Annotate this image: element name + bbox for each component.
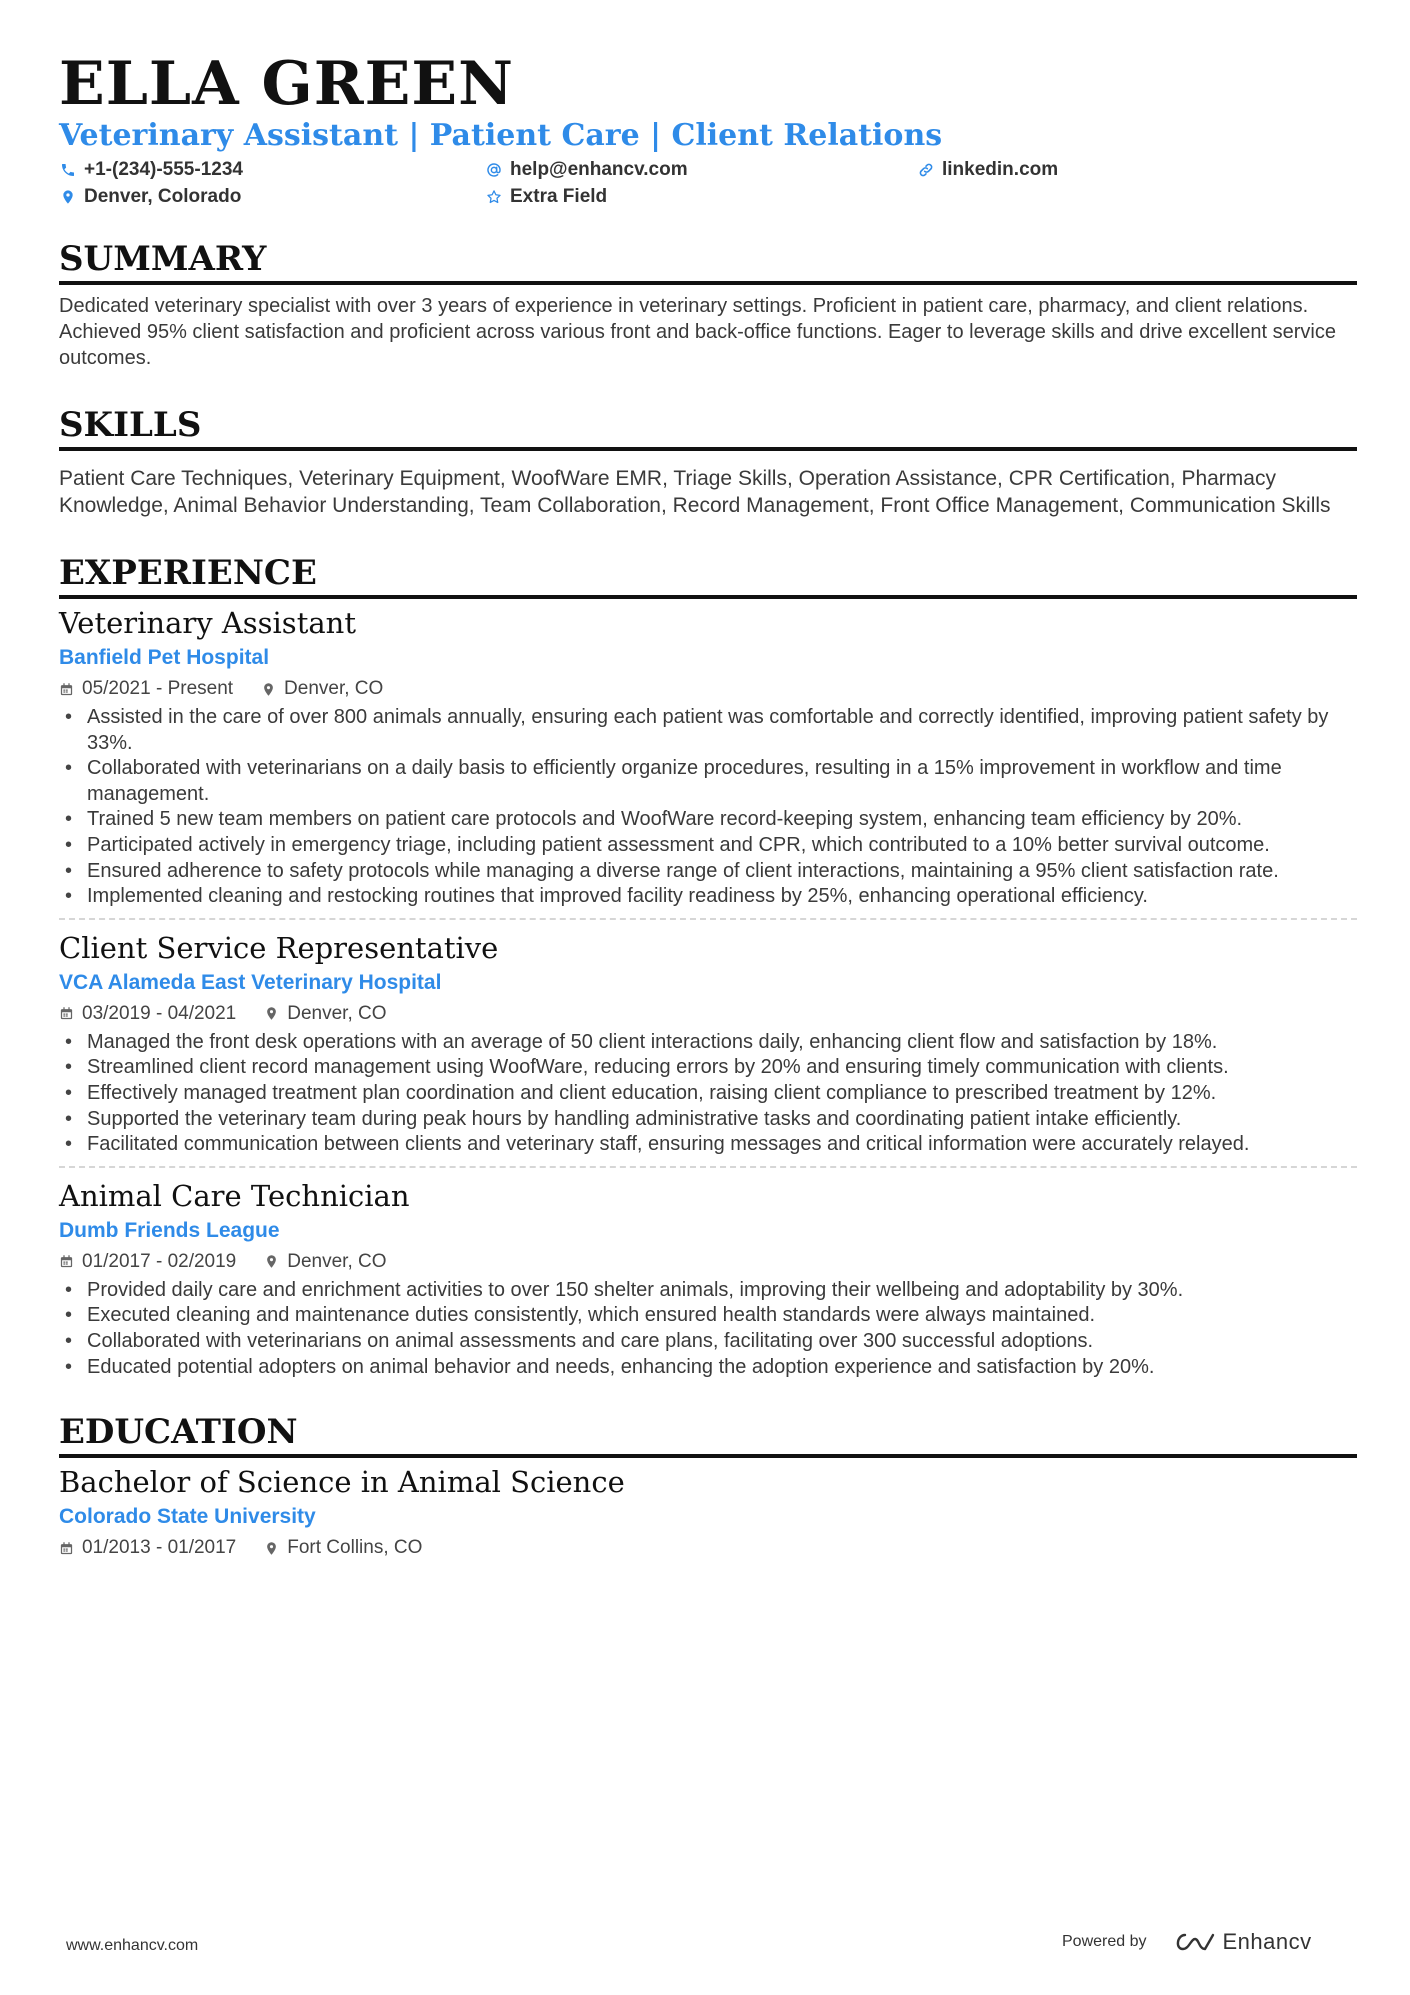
job-company[interactable]: VCA Alameda East Veterinary Hospital bbox=[59, 970, 442, 994]
contact-linkedin[interactable] bbox=[917, 157, 1058, 183]
skills-text: Patient Care Techniques, Veterinary Equipment, WoofWare EMR, Triage Skills, Operation Assistance, CPR Certification, Pharmacy Knowledge, Animal Behavior Understanding, Team Collaboration, Record Management, Front Office Management, Communication Skills bbox=[59, 467, 1331, 517]
contact-location bbox=[59, 184, 241, 210]
linkedin-text: linkedin.com bbox=[942, 159, 1059, 180]
job-location bbox=[264, 1000, 386, 1028]
list-item: • Participated actively in emergency triage, including patient assessment and CPR, which contributed to a 10% better survival outcome. bbox=[59, 833, 1357, 859]
experience-entry bbox=[59, 918, 1357, 1166]
job-dates bbox=[59, 675, 233, 703]
job-dates bbox=[59, 1248, 236, 1276]
calendar-icon bbox=[59, 1254, 74, 1269]
summary-text: Dedicated veterinary specialist with over 3 years of experience in veterinary settings. Proficient in patient care, pharmacy, and client relations. Achieved 95% client satisfaction and proficient across various front and back-office functions. Eager to leverage skills and drive excellent service outcomes. bbox=[59, 295, 1336, 369]
list-item: • Executed cleaning and maintenance duties consistently, which ensured health standards were always maintained. bbox=[59, 1303, 1357, 1329]
list-item: • Collaborated with veterinarians on a daily basis to efficiently organize procedures, resulting in a 15% improvement in workflow and time management. bbox=[59, 756, 1357, 807]
education-location bbox=[264, 1534, 422, 1562]
star-icon bbox=[485, 188, 503, 206]
location-text: Denver, Colorado bbox=[84, 186, 242, 207]
job-company[interactable]: Banfield Pet Hospital bbox=[59, 646, 270, 669]
list-item: • Ensured adherence to safety protocols while managing a diverse range of client interactions, maintaining a 95% client satisfaction rate. bbox=[59, 859, 1357, 885]
calendar-icon bbox=[59, 1006, 74, 1021]
experience-entry bbox=[59, 605, 1357, 918]
location-pin-icon bbox=[264, 1254, 279, 1269]
location-pin-icon bbox=[59, 188, 77, 206]
extra-text: Extra Field bbox=[510, 186, 608, 207]
candidate-title: Veterinary Assistant | Patient Care | Client Relations bbox=[59, 118, 943, 153]
experience-entry bbox=[59, 1166, 1357, 1388]
education-section bbox=[59, 1412, 1357, 1562]
degree-title: Bachelor of Science in Animal Science bbox=[59, 1465, 625, 1500]
phone-text: +1-(234)-555-1234 bbox=[84, 159, 243, 180]
candidate-name: ELLA GREEN bbox=[59, 49, 514, 119]
school-name[interactable]: Colorado State University bbox=[59, 1505, 316, 1529]
enhancv-logo[interactable] bbox=[1173, 1929, 1312, 1955]
list-item: • Trained 5 new team members on patient care protocols and WoofWare record-keeping system, enhancing team efficiency by 20%. bbox=[59, 807, 1357, 833]
job-dates-text: 05/2021 - Present bbox=[82, 678, 234, 699]
job-dates-text: 01/2017 - 02/2019 bbox=[82, 1250, 237, 1272]
job-location bbox=[264, 1248, 386, 1276]
footer-branding bbox=[1062, 1929, 1312, 1955]
job-bullets bbox=[59, 1030, 1357, 1158]
list-item: • Implemented cleaning and restocking routines that improved facility readiness by 25%, enhancing operational efficiency. bbox=[59, 884, 1357, 910]
education-location-text: Fort Collins, CO bbox=[287, 1537, 423, 1559]
location-pin-icon bbox=[261, 682, 276, 697]
education-meta bbox=[59, 1534, 1357, 1562]
contact-info bbox=[59, 157, 1357, 217]
job-location-text: Denver, CO bbox=[287, 1250, 387, 1272]
job-meta bbox=[59, 675, 1357, 703]
job-bullets bbox=[59, 1278, 1357, 1380]
email-text: help@enhancv.com bbox=[510, 159, 688, 180]
footer-website[interactable]: www.enhancv.com bbox=[66, 1937, 199, 1954]
list-item: • Collaborated with veterinarians on animal assessments and care plans, facilitating over 300 successful adoptions. bbox=[59, 1329, 1357, 1355]
education-dates-text: 01/2013 - 01/2017 bbox=[82, 1537, 237, 1559]
brand-text: Enhancv bbox=[1222, 1929, 1312, 1954]
phone-icon bbox=[59, 161, 77, 179]
list-item: • Supported the veterinary team during peak hours by handling administrative tasks and coordinating patient intake efficiently. bbox=[59, 1107, 1357, 1133]
location-pin-icon bbox=[264, 1541, 279, 1556]
calendar-icon bbox=[59, 1541, 74, 1556]
summary-heading: SUMMARY bbox=[59, 239, 1357, 285]
education-dates bbox=[59, 1534, 236, 1562]
resume-page bbox=[59, 48, 1357, 1562]
contact-phone[interactable] bbox=[59, 157, 243, 183]
contact-extra bbox=[485, 184, 607, 210]
job-role: Veterinary Assistant bbox=[59, 606, 356, 640]
job-company[interactable]: Dumb Friends League bbox=[59, 1218, 280, 1242]
location-pin-icon bbox=[264, 1006, 279, 1021]
list-item: • Managed the front desk operations with an average of 50 client interactions daily, enhancing client flow and satisfaction by 18%. bbox=[59, 1030, 1357, 1056]
job-meta bbox=[59, 1248, 1357, 1276]
job-location-text: Denver, CO bbox=[284, 678, 384, 699]
job-location bbox=[261, 675, 383, 703]
job-role: Client Service Representative bbox=[59, 930, 499, 965]
skills-heading: SKILLS bbox=[59, 405, 1357, 451]
job-dates bbox=[59, 1000, 236, 1028]
experience-section bbox=[59, 553, 1357, 1388]
summary-section bbox=[59, 239, 1357, 371]
job-dates-text: 03/2019 - 04/2021 bbox=[82, 1002, 237, 1024]
education-heading: EDUCATION bbox=[59, 1412, 1357, 1458]
list-item: • Facilitated communication between clients and veterinary staff, ensuring messages and critical information were accurately relayed. bbox=[59, 1132, 1357, 1158]
list-item: • Effectively managed treatment plan coordination and client education, raising client compliance to prescribed treatment by 12%. bbox=[59, 1081, 1357, 1107]
job-bullets bbox=[59, 705, 1357, 910]
list-item: • Streamlined client record management using WoofWare, reducing errors by 20% and ensuring timely communication with clients. bbox=[59, 1055, 1357, 1081]
list-item: • Assisted in the care of over 800 animals annually, ensuring each patient was comfortable and correctly identified, improving patient safety by 33%. bbox=[59, 705, 1357, 756]
link-icon bbox=[917, 161, 935, 179]
at-icon bbox=[485, 161, 503, 179]
skills-section bbox=[59, 405, 1357, 519]
job-meta bbox=[59, 1000, 1357, 1028]
enhancv-logo-icon bbox=[1173, 1931, 1215, 1953]
powered-by-text: Powered by bbox=[1062, 1933, 1147, 1950]
job-role: Animal Care Technician bbox=[59, 1178, 410, 1213]
experience-heading: EXPERIENCE bbox=[59, 553, 1357, 599]
list-item: • Provided daily care and enrichment activities to over 150 shelter animals, improving their wellbeing and adoptability by 30%. bbox=[59, 1278, 1357, 1304]
calendar-icon bbox=[59, 682, 74, 697]
job-location-text: Denver, CO bbox=[287, 1002, 387, 1024]
contact-email[interactable] bbox=[485, 157, 688, 183]
list-item: • Educated potential adopters on animal behavior and needs, enhancing the adoption experience and satisfaction by 20%. bbox=[59, 1355, 1357, 1381]
